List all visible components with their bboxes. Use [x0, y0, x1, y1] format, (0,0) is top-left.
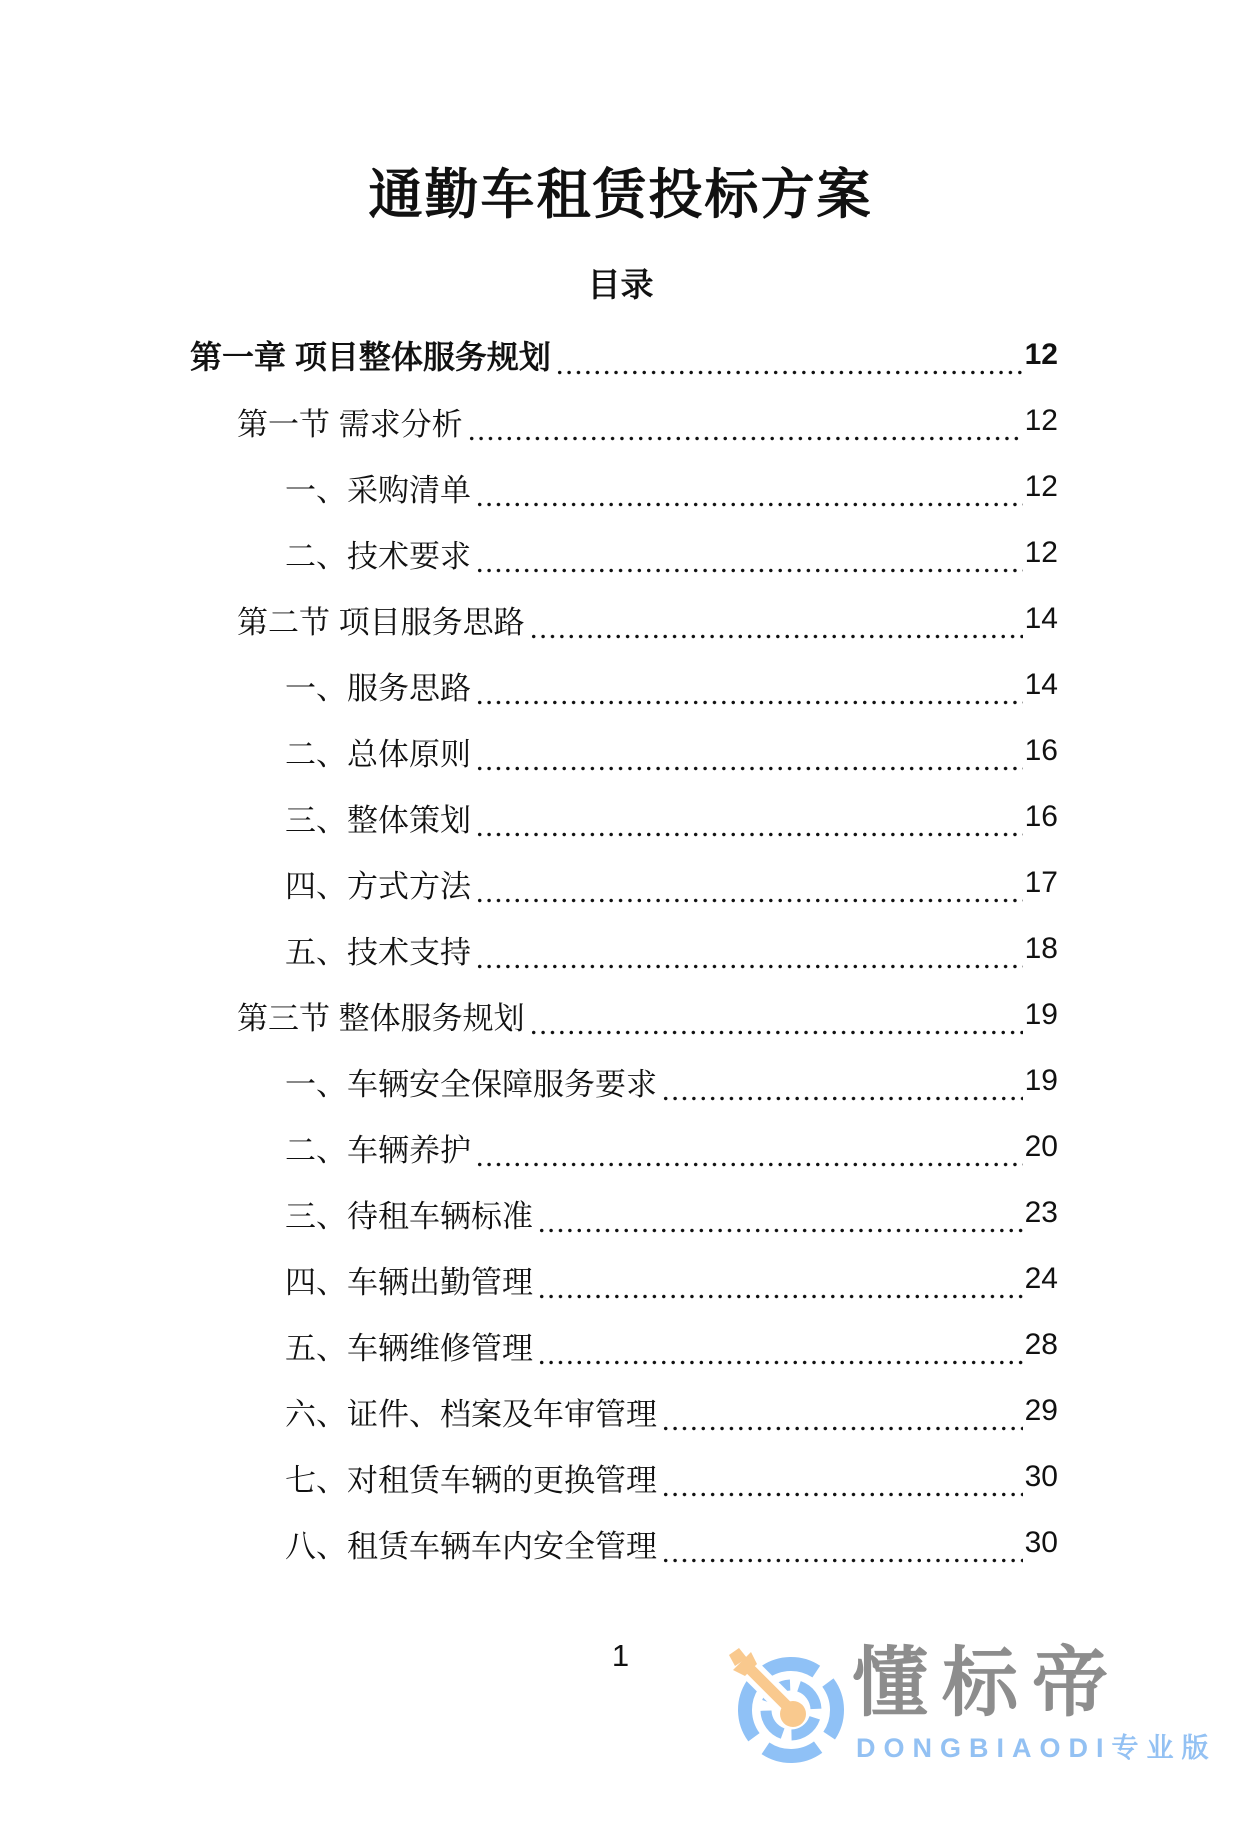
toc-entry[interactable] — [190, 916, 1058, 982]
toc-dot-leader — [475, 1125, 1023, 1169]
toc-entry-label: 五、车辆维修管理 — [285, 1330, 533, 1366]
toc-dot-leader — [475, 465, 1023, 509]
toc-entry-page: 17 — [1024, 866, 1058, 900]
toc-entry-label: 第一节 需求分析 — [237, 406, 463, 442]
toc-dot-leader — [467, 399, 1023, 443]
toc-entry[interactable] — [190, 1510, 1058, 1576]
toc-entry[interactable] — [190, 1246, 1058, 1312]
toc-entry-label: 四、车辆出勤管理 — [285, 1264, 533, 1300]
toc-entry[interactable] — [190, 850, 1058, 916]
toc-entry-label: 五、技术支持 — [285, 934, 471, 970]
toc-dot-leader — [529, 993, 1023, 1037]
toc-entry[interactable] — [190, 388, 1058, 454]
toc-entry-label: 第二节 项目服务思路 — [237, 604, 525, 640]
toc-entry-page: 19 — [1024, 998, 1058, 1032]
toc-dot-leader — [475, 729, 1023, 773]
toc-dot-leader — [537, 1257, 1023, 1301]
toc-entry[interactable] — [190, 586, 1058, 652]
toc-entry-page: 29 — [1024, 1394, 1058, 1428]
toc-entry-page: 16 — [1024, 734, 1058, 768]
toc-entry-label: 二、总体原则 — [285, 736, 471, 772]
toc-entry-label: 第三节 整体服务规划 — [237, 1000, 525, 1036]
toc-entry-page: 18 — [1024, 932, 1058, 966]
toc-entry-label: 三、整体策划 — [285, 802, 471, 838]
toc-list — [190, 322, 1058, 1576]
toc-dot-leader — [661, 1389, 1023, 1433]
toc-entry-page: 28 — [1024, 1328, 1058, 1362]
toc-dot-leader — [475, 861, 1023, 905]
toc-entry-page: 23 — [1024, 1196, 1058, 1230]
toc-entry-label: 四、方式方法 — [285, 868, 471, 904]
toc-entry[interactable] — [190, 454, 1058, 520]
toc-entry-label: 三、待租车辆标准 — [285, 1198, 533, 1234]
toc-dot-leader — [661, 1059, 1023, 1103]
toc-entry-page: 12 — [1024, 338, 1058, 372]
toc-entry-label: 第一章 项目整体服务规划 — [190, 339, 551, 376]
toc-entry-page: 30 — [1024, 1460, 1058, 1494]
toc-entry-page: 12 — [1024, 536, 1058, 570]
toc-dot-leader — [475, 531, 1023, 575]
toc-dot-leader — [475, 927, 1023, 971]
toc-entry[interactable] — [190, 982, 1058, 1048]
target-dart-icon — [728, 1640, 858, 1800]
toc-entry[interactable] — [190, 718, 1058, 784]
toc-dot-leader — [475, 663, 1023, 707]
toc-entry[interactable] — [190, 784, 1058, 850]
toc-entry-page: 30 — [1024, 1526, 1058, 1560]
toc-entry-page: 24 — [1024, 1262, 1058, 1296]
toc-entry-page: 20 — [1024, 1130, 1058, 1164]
toc-entry-label: 二、技术要求 — [285, 538, 471, 574]
toc-dot-leader — [537, 1191, 1023, 1235]
toc-dot-leader — [555, 333, 1023, 377]
toc-entry[interactable] — [190, 322, 1058, 388]
watermark-brand-subtext: DONGBIAODI专业版 — [856, 1733, 1217, 1763]
toc-entry-page: 16 — [1024, 800, 1058, 834]
toc-heading: 目录 — [587, 266, 654, 304]
toc-entry-page: 12 — [1024, 404, 1058, 438]
toc-entry-label: 二、车辆养护 — [285, 1132, 471, 1168]
toc-dot-leader — [661, 1521, 1023, 1565]
toc-entry[interactable] — [190, 1114, 1058, 1180]
toc-entry[interactable] — [190, 1378, 1058, 1444]
toc-entry[interactable] — [190, 1180, 1058, 1246]
toc-entry[interactable] — [190, 652, 1058, 718]
toc-entry-page: 19 — [1024, 1064, 1058, 1098]
toc-entry-label: 七、对租赁车辆的更换管理 — [285, 1462, 657, 1498]
toc-entry-label: 八、租赁车辆车内安全管理 — [285, 1528, 657, 1564]
toc-entry-label: 一、车辆安全保障服务要求 — [285, 1066, 657, 1102]
toc-dot-leader — [529, 597, 1023, 641]
toc-entry-label: 一、采购清单 — [285, 472, 471, 508]
toc-entry-label: 六、证件、档案及年审管理 — [285, 1396, 657, 1432]
toc-dot-leader — [475, 795, 1023, 839]
toc-entry-page: 14 — [1024, 668, 1058, 702]
toc-entry[interactable] — [190, 520, 1058, 586]
toc-dot-leader — [537, 1323, 1023, 1367]
toc-entry-page: 14 — [1024, 602, 1058, 636]
toc-entry[interactable] — [190, 1444, 1058, 1510]
document-title: 通勤车租赁投标方案 — [368, 165, 873, 225]
toc-entry[interactable] — [190, 1048, 1058, 1114]
toc-entry-page: 12 — [1024, 470, 1058, 504]
watermark-brand-name: 懂标帝 — [852, 1641, 1122, 1726]
toc-entry[interactable] — [190, 1312, 1058, 1378]
watermark-logo — [700, 1630, 1217, 1830]
page-number: 1 — [611, 1638, 630, 1673]
toc-dot-leader — [661, 1455, 1023, 1499]
toc-entry-label: 一、服务思路 — [285, 670, 471, 706]
